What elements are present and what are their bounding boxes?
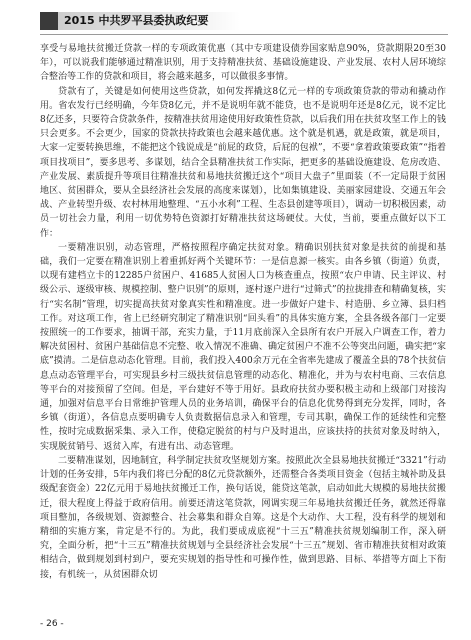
running-title: 2015 中共罗平县委执政纪要 — [64, 14, 209, 27]
paragraph: 贷款有了，关键是如何使用这些贷款，如何发挥撬这8亿元一样的专项政策贷款的带动和撬动作用。省农发行已经明确，今年贷8亿元，并不是说明年就不能贷，也不是说明年还是8亿元，说不定比8亿还多，只要符合贷款条件，按精准扶贫用途使用好政策性贷款，以后我们用在扶贫攻坚工作上的钱只会更多。不会更少，国家的贷款扶持政策也会越来越优惠。这个就是机遇，就是政策，就是项目，大家一定要转换思维，不能把这个钱说成是“前屁的政贷，后屁的包袱”，不要“拿着政策要政策”“指着项目找项目”，要多思考、多谋划，结合全县精准扶贫工作实际，把更多的基础设施建设、危房改造、产业发展、素质提升等项目往精准扶贫和易地扶贫搬迁这个“项目大盘子”里面装（不一定局限于贫困地区、贫困群众，要从全县经济社会发展的高度来谋划），比如集镇建设、美丽家园建设、交通五年会战、产业转型升级、农村林用地整理、“五小水利”工程、生态县创建等项目），调动一切积极因素，动员一切社会力量，利用一切优势特色资源打好精准扶贫这场硬仗。大仗，当前，要重点做好以下工作： — [40, 86, 446, 239]
paragraph: 二要精准谋划，因地制宜，科学制定扶贫攻坚规划方案。按照此次全县易地扶贫搬迁“3321”行动计划的任务安排，5年内我们将已分配的8亿元贷款额外，还需整合各类项目资金（包括主城补助及县级配套资金）22亿元用于易地扶贫搬迁工作，换句话说，能贷这笔款，启动如此大规模的易地扶贫搬迁，很大程度上得益于政府信用。前要还清这笔贷款，网调实现三年易地扶贫搬迁任务，就然还得靠项目整加，各级规划、资源整合、社会募集和群众自筹。这是个大动作、大工程，没有科学的规划和精细的实施方案，肯定是不行的。为此，我们要成成底视“十三五”精准扶贫规划编制工作，深入研究，全面分析，把“十三五”精准扶贫规划与全县经济社会发展“十三五”规划、省市精准扶贫相对政策相结合，做到规划到村到户，要充实规划的指导性和可操作性，做到思路、目标、举措等方面上下衔接，有机统一，从贫困群众切 — [40, 455, 446, 580]
paragraph-continued: 享受与易地扶贫搬迁贷款一样的专项政策优惠（其中专项建设债券国家贴息90%，贷款期限20至30年），可以说我们能够通过精准识别，用于支持精准扶贫、基础设施建设、产业发展、农村人居环境综合整治等工作的贷款和项目，将会越来越多，可以做很多事情。 — [40, 44, 446, 83]
body-text — [40, 42, 446, 614]
page-header — [0, 0, 471, 40]
header-marker — [40, 12, 58, 30]
page-number: - 26 - — [40, 619, 64, 629]
paragraph: 一要精准识别，动态管理，严格按照程序确定扶贫对象。精确识别扶贫对象是扶贫的前提和基础，我们一定要在精准识别上着重抓好两个关键环节：一是信息源一核实。由各乡镇（街道）负责，以现有建档立卡的12285户贫困户、41685人贫困人口为核查重点，按照“农户申请、民主评议、村级公示、逐级审核、规模控制、整户识别”的原则，逐村逐户进行“过筛式”的拉拢排查和精确复核，实行“实名制”管理，切实提高扶贫对象真实性和精准度。进一步做好户建卡、村造册、乡立簿、县归档工作。对这项工作，省上已经研究制定了精准识别“回头看”的具体实施方案，全县各级各部门一定要按照统一的工作要求，抽调干部，充实力量，于11月底前深入全县所有农户开展入户调查工作，着力解决贫困村、贫困户基础信息不完整、收入情况不准确、确定贫困户不准不公等突出问题，确实把“家底”摸清。二是信息动态化管理。目前，我们投入400余万元在全省率先建成了覆盖全县的78个扶贫信息点动态管理平台，可实现县乡村三级扶贫信息管理的动态化、精准化，并为与农村电商、三农信息等平台的对接预留了空间。但是，平台建好不等于用好。县政府扶贫办要积极主动和上级部门对接沟通，加强对信息平台日常维护管理人员的业务培训，确保平台的信息化优势得到充分发挥，同时，各乡镇（街道），各信息点要明确专人负责数据信息录入和管理，专司其职，确保工作的延续性和完整性，按时完成数据采集、录入工作，使稳定脱贫的村与户及时退出，应该扶持的扶贫对象及时纳入，实现脱贫销号、返贫入库，有进有出、动态管理。 — [40, 242, 446, 452]
header-rule — [40, 34, 448, 35]
